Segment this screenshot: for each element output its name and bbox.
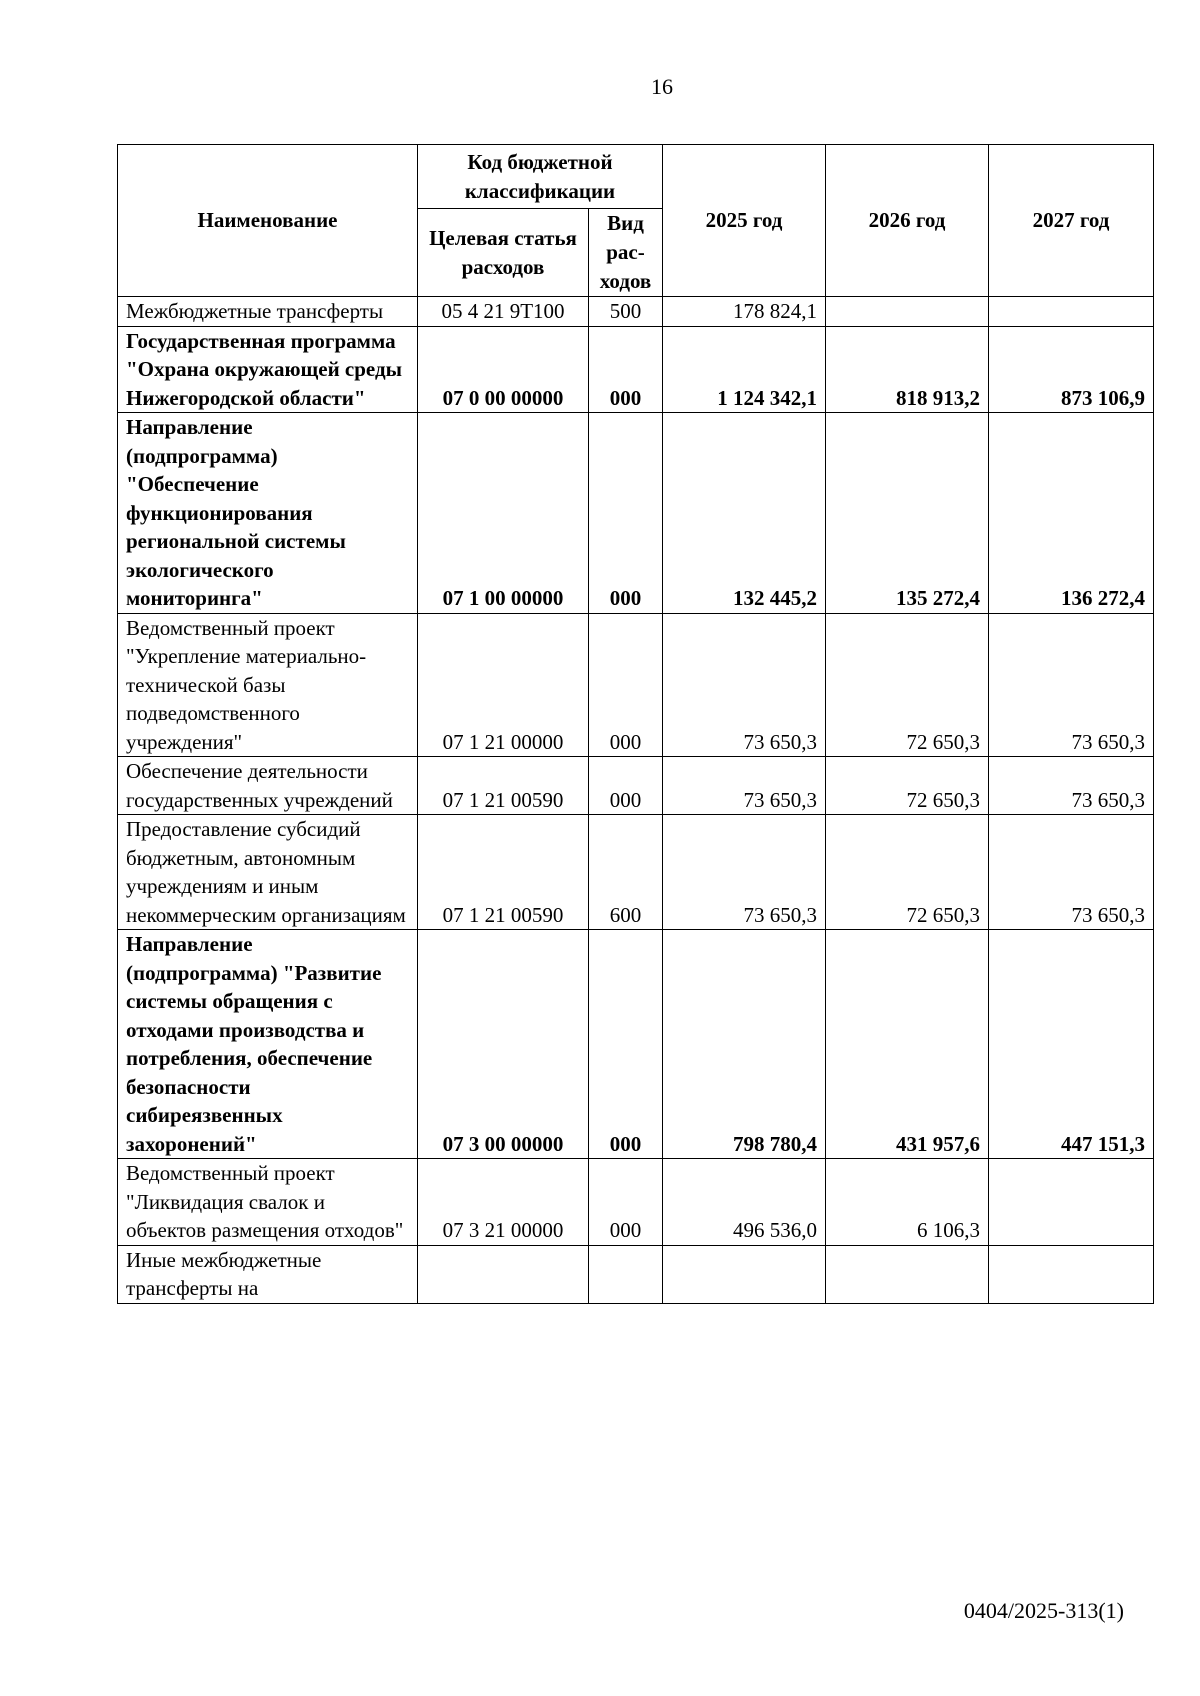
row-target-article: 05 4 21 9Т100 [418, 297, 589, 327]
row-name: Межбюджетные трансферты [118, 297, 418, 327]
row-target-article: 07 1 21 00590 [418, 757, 589, 815]
header-expense-type: Вид рас-ходов [589, 209, 663, 297]
table-row [118, 613, 1154, 757]
row-value-2026: 72 650,3 [826, 815, 989, 930]
row-expense-type [589, 1245, 663, 1303]
header-name: Наименование [118, 145, 418, 297]
row-target-article: 07 3 00 00000 [418, 930, 589, 1159]
table-row [118, 815, 1154, 930]
row-value-2027: 73 650,3 [989, 757, 1154, 815]
table-row [118, 413, 1154, 614]
row-name: Направление (подпрограмма) "Развитие системы обращения с отходами производства и потребления, обеспечение безопасности сибиреязвенных захоронений" [118, 930, 418, 1159]
header-year-2026: 2026 год [826, 145, 989, 297]
row-value-2026 [826, 1245, 989, 1303]
row-value-2027 [989, 1159, 1154, 1246]
header-year-2025: 2025 год [663, 145, 826, 297]
header-year-2027: 2027 год [989, 145, 1154, 297]
document-number: 0404/2025-313(1) [963, 1598, 1124, 1623]
row-expense-type: 000 [589, 613, 663, 757]
row-name: Предоставление субсидий бюджетным, автономным учреждениям и иным некоммерческим организациям [118, 815, 418, 930]
table-row [118, 757, 1154, 815]
row-name: Иные межбюджетные трансферты на [118, 1245, 418, 1303]
budget-table [117, 144, 1154, 1304]
row-value-2025: 73 650,3 [663, 613, 826, 757]
row-name: Направление (подпрограмма) "Обеспечение функционирования региональной системы экологического мониторинга" [118, 413, 418, 614]
row-value-2027 [989, 1245, 1154, 1303]
row-target-article [418, 1245, 589, 1303]
row-value-2025: 73 650,3 [663, 757, 826, 815]
page-number: 16 [651, 74, 673, 99]
row-expense-type: 000 [589, 757, 663, 815]
row-value-2025: 798 780,4 [663, 930, 826, 1159]
row-value-2027 [989, 297, 1154, 327]
row-expense-type: 000 [589, 413, 663, 614]
row-expense-type: 500 [589, 297, 663, 327]
row-name: Государственная программа "Охрана окружающей среды Нижегородской области" [118, 326, 418, 413]
header-budget-code: Код бюджетной классификации [418, 145, 663, 209]
table-row [118, 297, 1154, 327]
row-target-article: 07 0 00 00000 [418, 326, 589, 413]
row-name: Ведомственный проект "Укрепление материально-технической базы подведомственного учреждения" [118, 613, 418, 757]
row-value-2027: 136 272,4 [989, 413, 1154, 614]
table-body [118, 297, 1154, 1304]
row-expense-type: 600 [589, 815, 663, 930]
row-value-2026: 431 957,6 [826, 930, 989, 1159]
table-row [118, 326, 1154, 413]
table-row [118, 1159, 1154, 1246]
row-target-article: 07 1 21 00000 [418, 613, 589, 757]
row-value-2026: 72 650,3 [826, 613, 989, 757]
row-value-2026: 135 272,4 [826, 413, 989, 614]
row-value-2026 [826, 297, 989, 327]
row-value-2025: 132 445,2 [663, 413, 826, 614]
row-value-2026: 6 106,3 [826, 1159, 989, 1246]
row-value-2025 [663, 1245, 826, 1303]
header-target-article: Целевая статья расходов [418, 209, 589, 297]
row-expense-type: 000 [589, 326, 663, 413]
row-value-2027: 73 650,3 [989, 613, 1154, 757]
row-value-2026: 72 650,3 [826, 757, 989, 815]
row-value-2025: 496 536,0 [663, 1159, 826, 1246]
row-value-2027: 73 650,3 [989, 815, 1154, 930]
row-value-2027: 447 151,3 [989, 930, 1154, 1159]
row-target-article: 07 3 21 00000 [418, 1159, 589, 1246]
row-expense-type: 000 [589, 1159, 663, 1246]
table-row [118, 930, 1154, 1159]
row-value-2027: 873 106,9 [989, 326, 1154, 413]
row-name: Ведомственный проект "Ликвидация свалок и объектов размещения отходов" [118, 1159, 418, 1246]
row-name: Обеспечение деятельности государственных учреждений [118, 757, 418, 815]
row-value-2025: 178 824,1 [663, 297, 826, 327]
row-value-2025: 1 124 342,1 [663, 326, 826, 413]
row-target-article: 07 1 21 00590 [418, 815, 589, 930]
row-target-article: 07 1 00 00000 [418, 413, 589, 614]
row-expense-type: 000 [589, 930, 663, 1159]
row-value-2026: 818 913,2 [826, 326, 989, 413]
row-value-2025: 73 650,3 [663, 815, 826, 930]
table-header [118, 145, 1154, 297]
table-row [118, 1245, 1154, 1303]
